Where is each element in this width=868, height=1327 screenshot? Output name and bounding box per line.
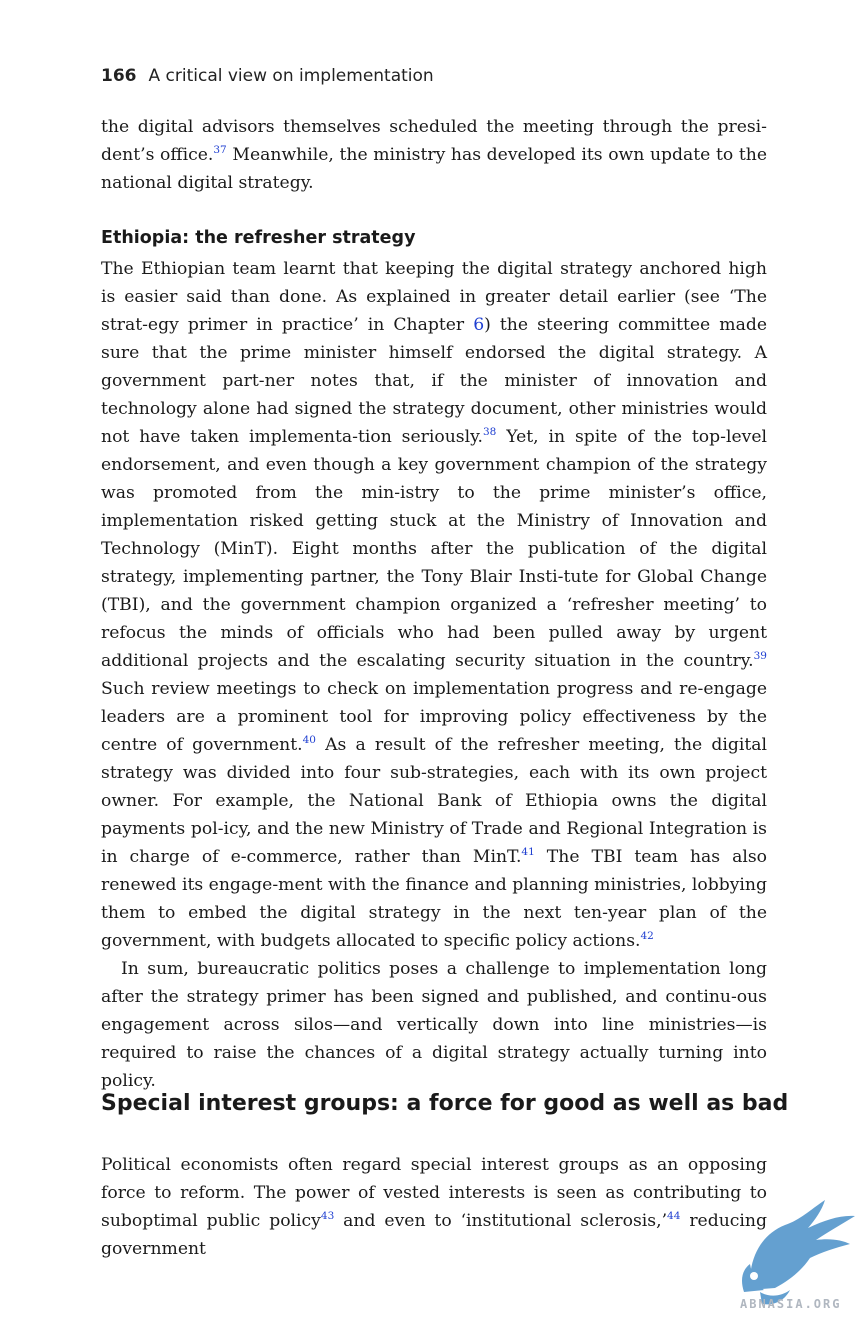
text-run: ) the steering committee made sure that the prime minister himself endorsed the digital strategy. A government part-ner notes that, if the minister of innovation and technology alone had signed the strategy document, other ministries would not have taken implementa-tion seriously. — [101, 315, 767, 447]
text-run: As a result of the refresher meeting, the digital strategy was divided into four sub-strategies, each with its own project owner. For example, the National Bank of Ethiopia owns the digital payments pol-icy, and the new Ministry of Trade and Regional Integration is in charge of e-commerce, rather than MinT. — [101, 735, 767, 867]
footnote-ref-43[interactable]: 43 — [320, 1210, 335, 1222]
footnote-ref-40[interactable]: 40 — [302, 734, 316, 746]
text-run: The Ethiopian team learnt that keeping the digital strategy anchored high is easier said than done. As explained in greater detail earlier (see ‘The strat-egy primer in practice’ in Chapter — [101, 259, 767, 335]
footnote-ref-44[interactable]: 44 — [667, 1210, 681, 1222]
text-run: reducing government — [101, 1211, 767, 1259]
page-number: 166 — [101, 66, 137, 86]
text-run: Meanwhile, the ministry has developed its own update to the national digital strategy. — [101, 145, 767, 193]
footnote-ref-41[interactable]: 41 — [521, 846, 535, 858]
text-run: Political economists often regard special interest groups as an opposing force to reform. The power of vested interests is seen as contributing to suboptimal public policy — [101, 1155, 767, 1231]
footnote-ref-39[interactable]: 39 — [753, 650, 767, 662]
text-run: Yet, in spite of the top-level endorsement, and even though a key government champion of the strategy was promoted from the min-istry to the prime minister’s office, implementation risked getting stuck at the Ministry of Innovation and Technology (MinT). Eight months after the publication of the digital strategy, implementing partner, the Tony Blair Insti-tute for Global Change (TBI), and the government champion organized a ‘refresher meeting’ to refocus the minds of officials who had been pulled away by urgent additional projects and the escalating security situation in the country. — [101, 427, 767, 671]
text-run: and even to ‘institutional sclerosis,’ — [334, 1211, 668, 1231]
paragraph-continued — [101, 113, 767, 197]
section-heading: Special interest groups: a force for good as well as bad — [101, 1091, 789, 1116]
paragraph — [101, 113, 767, 197]
running-head — [101, 66, 434, 86]
special-interest-body — [101, 1151, 767, 1263]
text-run: The TBI team has also renewed its engage-ment with the finance and planning ministries, lobbying them to embed the digital strategy in the next ten-year plan of the government, with budgets allocated to specific policy actions. — [101, 847, 767, 951]
paragraph: In sum, bureaucratic politics poses a challenge to implementation long after the strategy primer has been signed and published, and continu-ous engagement across silos—and vertically down into line ministries—is required to raise the chances of a digital strategy actually turning into policy. — [101, 959, 767, 1091]
text-run: Such review meetings to check on implementation progress and re-engage leaders are a prominent tool for improving policy effectiveness by the centre of government. — [101, 679, 767, 755]
subsection-heading: Ethiopia: the refresher strategy — [101, 228, 416, 248]
footnote-ref-42[interactable]: 42 — [640, 930, 654, 942]
footnote-ref-38[interactable]: 38 — [482, 426, 497, 438]
running-title: A critical view on implementation — [148, 66, 434, 86]
watermark-text: ABNASIA.ORG — [740, 1297, 842, 1311]
text-run: the digital advisors themselves scheduled the meeting through the presi-dent’s office. — [101, 117, 767, 165]
paragraph — [101, 1151, 767, 1263]
chapter-link[interactable]: 6 — [473, 315, 485, 335]
ethiopia-section-body — [101, 255, 767, 1095]
footnote-ref-37[interactable]: 37 — [213, 144, 227, 156]
paragraph — [101, 255, 767, 955]
